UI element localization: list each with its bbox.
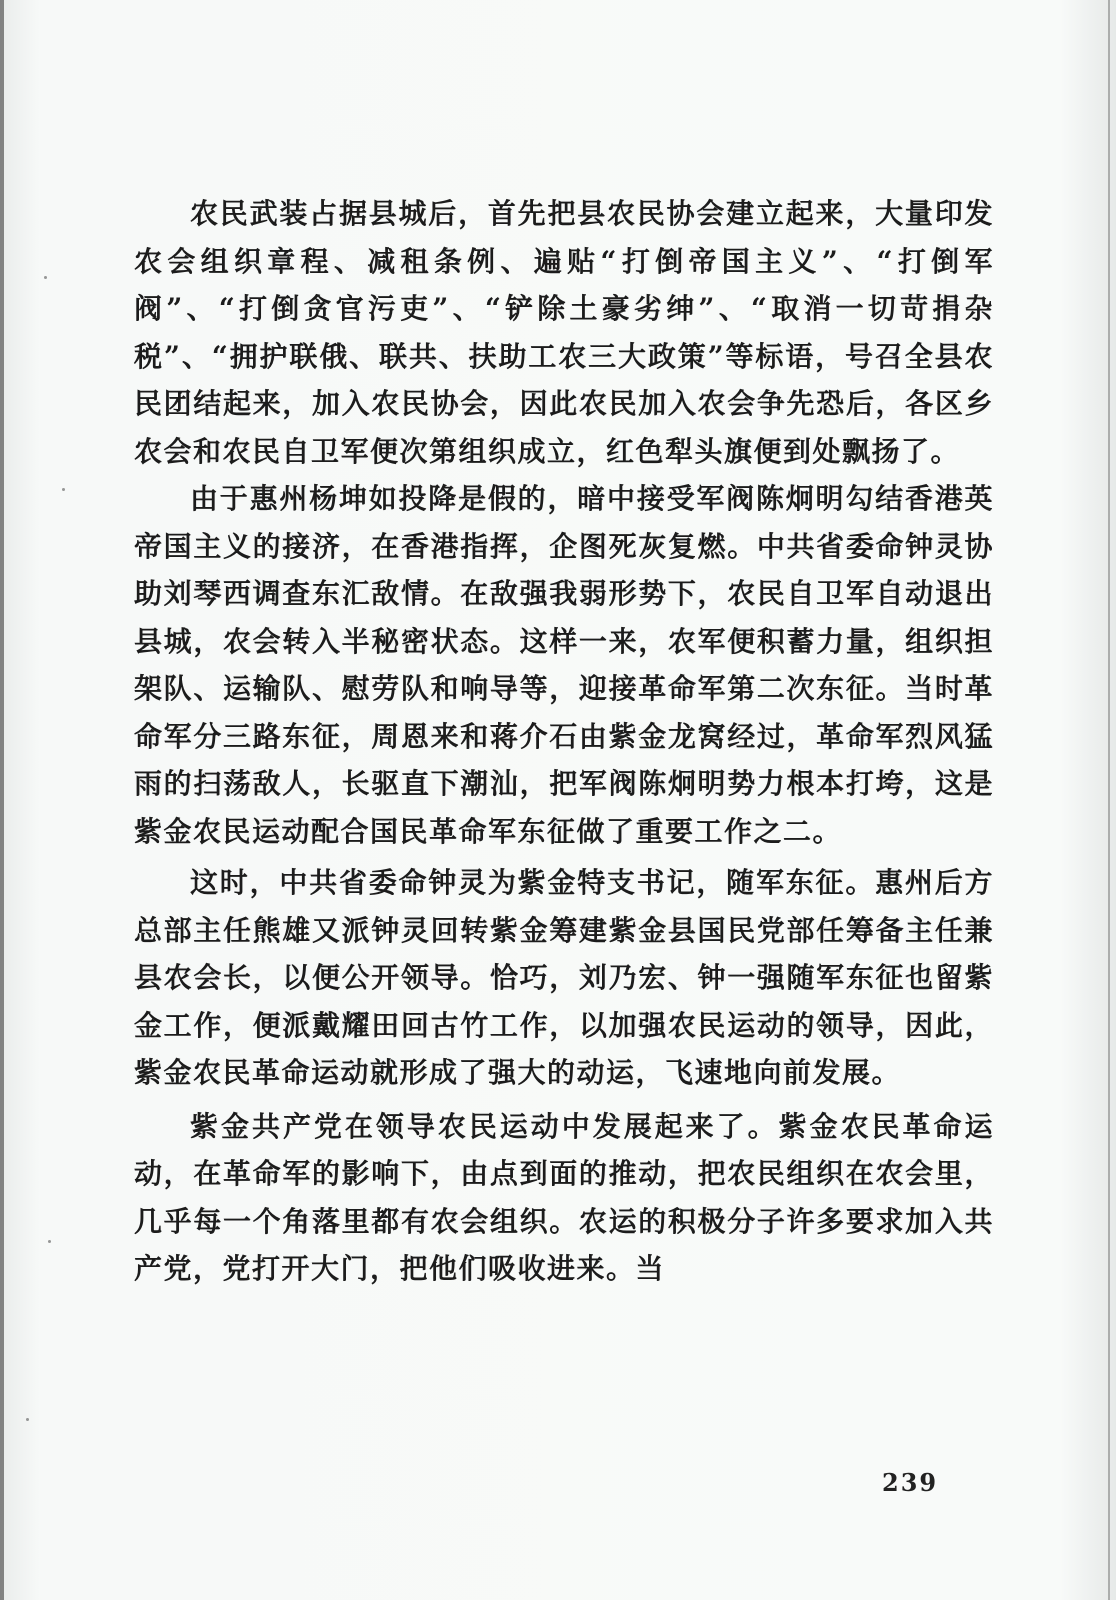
paragraph-1: 农民武装占据县城后，首先把县农民协会建立起来，大量印发农会组织章程、减租条例、遍贴“打倒帝国主义”、“打倒军阀”、“打倒贪官污吏”、“铲除土豪劣绅”、“取消一切苛捐杂税”、“拥护联俄、联共、扶助工农三大政策”等标语，号召全县农民团结起来，加入农民协会，因此农民加入农会争先恐后，各区乡农会和农民自卫军便次第组织成立，红色犁头旗便到处飘扬了。 — [134, 197, 994, 468]
scan-speck — [44, 276, 47, 279]
scan-speck — [62, 488, 65, 491]
paragraph-2: 由于惠州杨坤如投降是假的，暗中接受军阀陈炯明勾结香港英帝国主义的接济，在香港指挥，企图死灰复燃。中共省委命钟灵协助刘琴西调查东汇敌情。在敌强我弱形势下，农民自卫军自动退出县城，农会转入半秘密状态。这样一来，农军便积蓄力量，组织担架队、运输队、慰劳队和响导等，迎接革命军第二次东征。当时革命军分三路东征，周恩来和蒋介石由紫金龙窝经过，革命军烈风猛雨的扫荡敌人，长驱直下潮汕，把军阀陈炯明势力根本打垮，这是紫金农民运动配合国民革命军东征做了重要工作之二。 — [134, 482, 994, 848]
scan-speck — [26, 1418, 29, 1421]
paragraph-4: 紫金共产党在领导农民运动中发展起来了。紫金农民革命运动，在革命军的影响下，由点到面的推动，把农民组织在农会里，几乎每一个角落里都有农会组织。农运的积极分子许多要求加入共产党，党打开大门，把他们吸收进来。当 — [134, 1109, 994, 1285]
paragraph-3: 这时，中共省委命钟灵为紫金特支书记，随军东征。惠州后方总部主任熊雄又派钟灵回转紫金筹建紫金县国民党部任筹备主任兼县农会长，以便公开领导。恰巧，刘乃宏、钟一强随军东征也留紫金工作，便派戴耀田回古竹工作，以加强农民运动的领导，因此，紫金农民革命运动就形成了强大的动运，飞速地向前发展。 — [134, 866, 994, 1089]
binding-shadow — [0, 0, 4, 1600]
page-edge — [1108, 0, 1110, 1600]
page-number: 239 — [882, 1468, 939, 1497]
scan-speck — [48, 1240, 51, 1243]
body-text — [134, 190, 994, 1293]
